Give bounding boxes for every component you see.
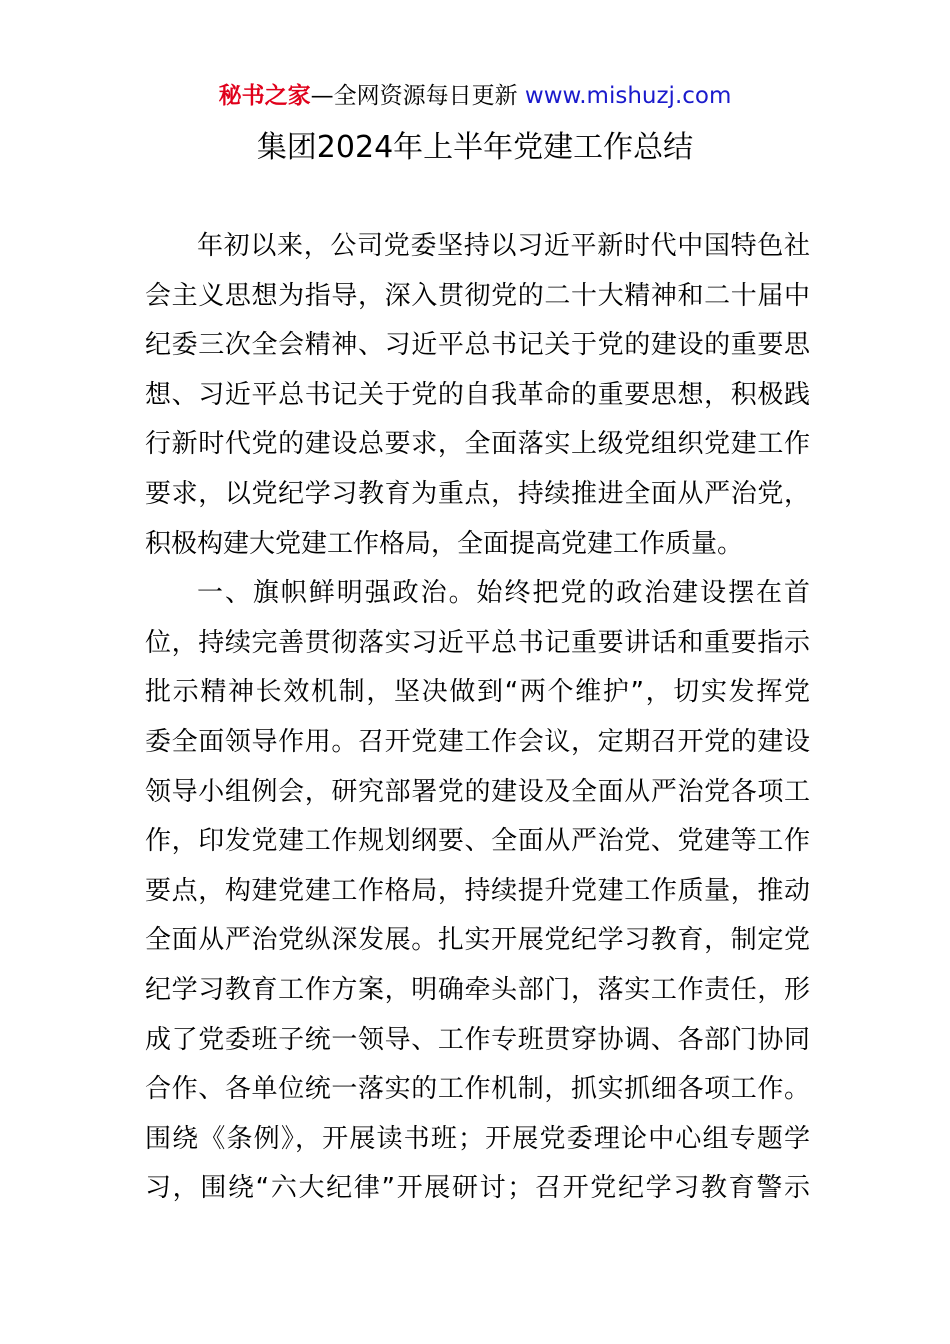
body-text-line: 要点，构建党建工作格局，持续提升党建工作质量，推动 [145,875,810,906]
body-text-line: 习，围绕“六大纪律”开展研讨；召开党纪学习教育警示 [145,1173,810,1204]
body-text-line: 纪学习教育工作方案，明确牵头部门，落实工作责任，形 [145,974,810,1005]
brand-name: 秘书之家 [218,83,311,109]
body-text-line: 围绕《条例》，开展读书班；开展党委理论中心组专题学 [145,1123,810,1154]
body-text-line: 合作、各单位统一落实的工作机制，抓实抓细各项工作。 [145,1074,810,1105]
site-url-link[interactable]: www.mishuzj.com [524,83,732,109]
body-text-line: 一、旗帜鲜明强政治。始终把党的政治建设摆在首 [197,578,810,609]
body-text-line: 要求，以党纪学习教育为重点，持续推进全面从严治党， [145,478,810,509]
site-header [0,80,950,112]
body-text-line: 想、习近平总书记关于党的自我革命的重要思想，积极践 [145,379,810,410]
body-text-line: 会主义思想为指导，深入贯彻党的二十大精神和二十届中 [145,280,810,311]
body-text-line: 行新时代党的建设总要求，全面落实上级党组织党建工作 [145,429,810,460]
body-text-line: 年初以来，公司党委坚持以习近平新时代中国特色社 [197,231,810,261]
body-text-line: 积极构建大党建工作格局，全面提高党建工作质量。 [145,528,744,559]
document-body [145,222,810,1214]
body-text-line: 纪委三次全会精神、习近平总书记关于党的建设的重要思 [145,330,810,361]
body-text-line: 领导小组例会，研究部署党的建设及全面从严治党各项工 [145,776,810,807]
body-text-line: 作，印发党建工作规划纲要、全面从严治党、党建等工作 [145,826,810,857]
body-text-line: 位，持续完善贯彻落实习近平总书记重要讲话和重要指示 [145,627,810,658]
body-text-line: 委全面领导作用。召开党建工作会议，定期召开党的建设 [145,726,810,757]
body-text-line: 成了党委班子统一领导、工作专班贯穿协调、各部门协同 [145,1024,810,1055]
site-tagline: —全网资源每日更新 [310,83,525,109]
document-title: 集团2024年上半年党建工作总结 [256,130,694,165]
body-text-line: 全面从严治党纵深发展。扎实开展党纪学习教育，制定党 [145,925,810,956]
body-text-line: 批示精神长效机制，坚决做到“两个维护”，切实发挥党 [145,677,810,708]
